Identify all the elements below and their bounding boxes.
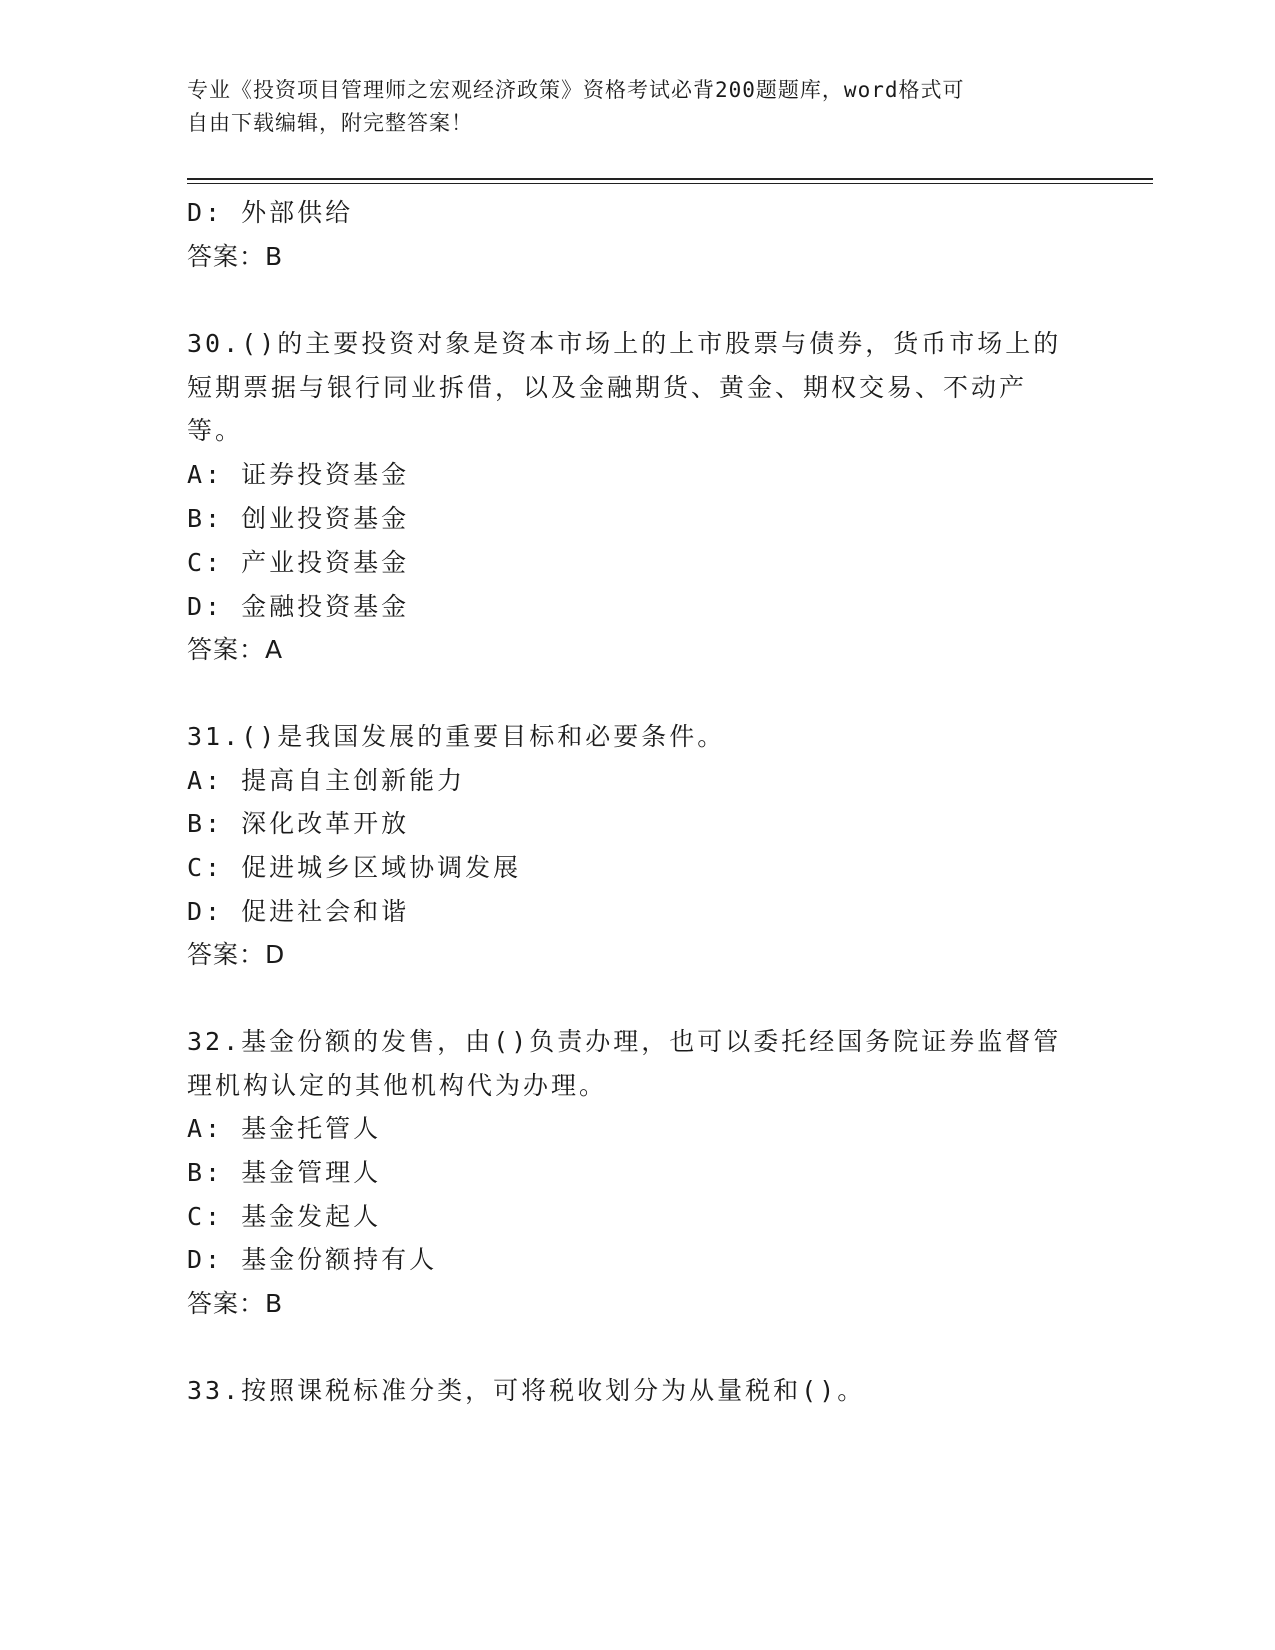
- q31-option-a: A: 提高自主创新能力: [187, 766, 466, 795]
- q30-stem-line-3: 等。: [187, 416, 244, 445]
- q31-option-c: C: 促进城乡区域协调发展: [187, 853, 522, 882]
- q30-option-d: D: 金融投资基金: [187, 592, 410, 621]
- document-header: [187, 74, 1087, 140]
- header-divider-thick: [187, 178, 1153, 180]
- q32-option-c: C: 基金发起人: [187, 1202, 382, 1231]
- q31-answer: 答案：D: [187, 940, 286, 969]
- header-line-1: 专业《投资项目管理师之宏观经济政策》资格考试必背200题题库，word格式可: [187, 78, 965, 102]
- q32-stem-line-1: 32.基金份额的发售，由()负责办理，也可以委托经国务院证券监督管: [187, 1027, 1062, 1056]
- q31-stem-line-1: 31.()是我国发展的重要目标和必要条件。: [187, 722, 726, 751]
- header-line-2: 自由下载编辑，附完整答案！: [187, 111, 473, 135]
- q30-stem-line-1: 30.()的主要投资对象是资本市场上的上市股票与债券，货币市场上的: [187, 329, 1062, 358]
- q30-answer: 答案：A: [187, 635, 284, 664]
- q30-option-b: B: 创业投资基金: [187, 504, 410, 533]
- q32-option-b: B: 基金管理人: [187, 1158, 382, 1187]
- q32-stem-line-2: 理机构认定的其他机构代为办理。: [187, 1071, 608, 1100]
- q31-option-b: B: 深化改革开放: [187, 809, 410, 838]
- q31-option-d: D: 促进社会和谐: [187, 897, 410, 926]
- prev-option-d: D: 外部供给: [187, 198, 354, 227]
- prev-answer: 答案：B: [187, 242, 284, 271]
- q32-option-a: A: 基金托管人: [187, 1114, 382, 1143]
- q32-answer: 答案：B: [187, 1289, 284, 1318]
- q33-stem-line-1: 33.按照课税标准分类，可将税收划分为从量税和()。: [187, 1376, 866, 1405]
- q30-stem-line-2: 短期票据与银行同业拆借，以及金融期货、黄金、期权交易、不动产: [187, 373, 1028, 402]
- q30-option-c: C: 产业投资基金: [187, 548, 410, 577]
- header-divider-thin: [187, 183, 1153, 184]
- q30-option-a: A: 证券投资基金: [187, 460, 410, 489]
- q32-option-d: D: 基金份额持有人: [187, 1245, 438, 1274]
